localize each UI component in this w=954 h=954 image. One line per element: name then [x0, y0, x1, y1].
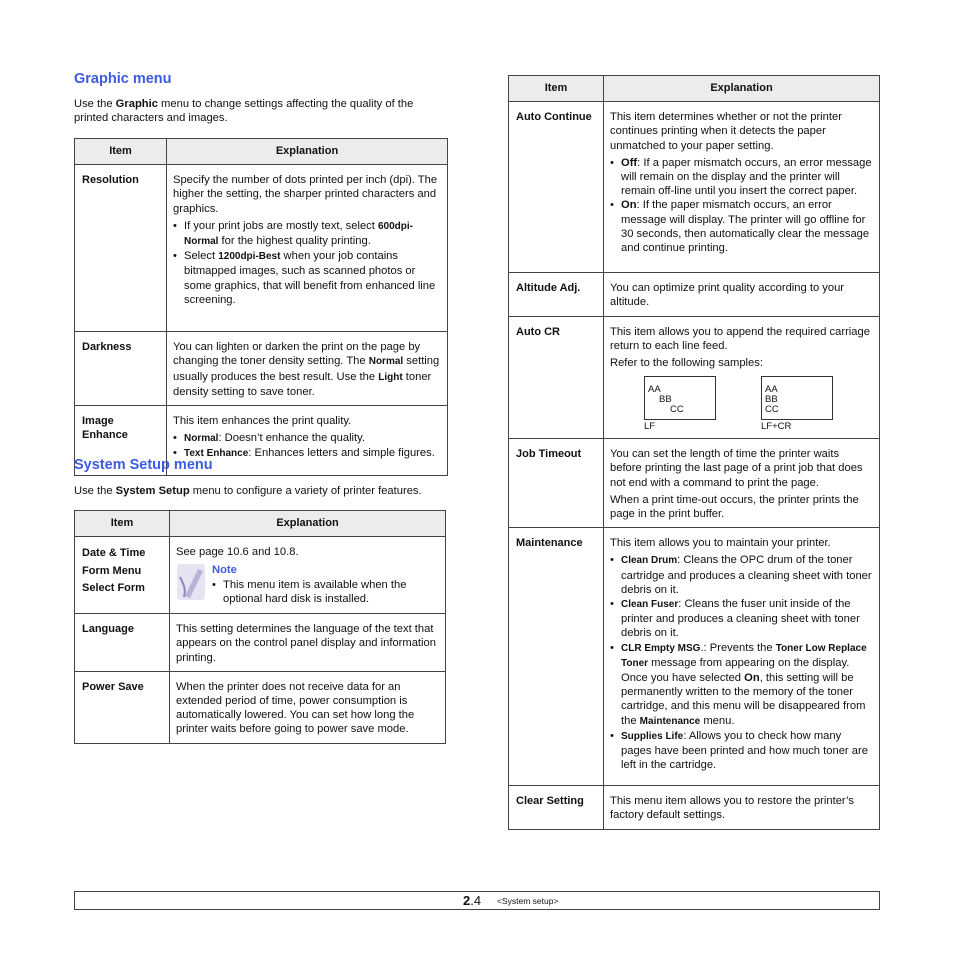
table-row-auto-cr: [509, 316, 880, 439]
exp-resolution: Specify the number of dots printed per inch (dpi). The higher the setting, the sharper printed characters and graphics. • If your print jobs are mostly text, select 600dpi-Normal for the highest quality printing. • Select 1200dpi-Best when your job contains bitmapped images, such as scanned photos or some graphics, that will benefit from enhanced line screening.: [167, 165, 448, 332]
col-item: Item: [75, 139, 167, 165]
table-header: [509, 76, 880, 102]
exp-darkness: You can lighten or darken the print on the page by changing the toner density setting. The Normal setting usually produces the best result. Use the Light toner density setting to save toner.: [167, 332, 448, 406]
table-row-language: [75, 614, 446, 672]
col-explanation: Explanation: [604, 76, 880, 102]
list-item: • CLR Empty MSG.: Prevents the Toner Low Replace Toner message from appearing on the display. Once you have selected On, this setting will be permanently written to the memory of the toner cartridge, and this menu will be disappeared from the Maintenance menu.: [610, 641, 873, 729]
list-item: • Normal: Doesn’t enhance the quality.: [173, 431, 441, 446]
sample-lfcr-box: AA BB CC: [761, 376, 833, 420]
table-row-power-save: [75, 671, 446, 743]
list-item: • If your print jobs are mostly text, select 600dpi-Normal for the highest quality printing.: [173, 219, 441, 249]
system-setup-table: [74, 510, 446, 744]
list-item: • On: If the paper mismatch occurs, an error message will display. The printer will go offline for 30 seconds, then automatically clear the message and continue printing.: [610, 198, 873, 255]
sample-lfcr-label: LF+CR: [761, 421, 792, 433]
item-date-time: Date & Time Form Menu Select Form: [75, 537, 170, 614]
system-setup-table-continued: [508, 75, 880, 830]
graphic-menu-heading: Graphic menu: [74, 71, 172, 87]
list-item: • Text Enhance: Enhances letters and simple figures.: [173, 446, 441, 461]
section-label: <System setup>: [497, 896, 559, 906]
item-maintenance: Maintenance: [509, 528, 604, 786]
exp-job-timeout: You can set the length of time the printer waits before printing the last page of a print job that does not end with a command to print the page. When a print time-out occurs, the printer prints the page in the print buffer.: [604, 439, 880, 528]
note-title: Note: [212, 564, 237, 577]
note-box: [176, 563, 439, 606]
item-auto-continue: Auto Continue: [509, 102, 604, 273]
item-auto-cr: Auto CR: [509, 316, 604, 439]
exp-maintenance: This item allows you to maintain your printer. • Clean Drum: Cleans the OPC drum of the toner cartridge and produces a cleaning sheet with toner debris on it. • Clean Fuser: Cleans the fuser unit inside of the printer and produces a cleaning sheet with toner debris on it. • CLR Empty MSG.: Prevents the Toner Low Replace Toner message from appearing on the display. Once you have selected On, this setting will be permanently written to the memory of the toner cartridge, and this menu will be disappeared from the Maintenance menu. • Supplies Life: Allows you to check how many pages have been printed and how much toner are left in the cartridge.: [604, 528, 880, 786]
graphic-intro: Use the Graphic menu to change settings affecting the quality of the printed characters and images.: [74, 98, 414, 124]
table-row-auto-continue: [509, 102, 880, 273]
table-row-maintenance: [509, 528, 880, 786]
table-row-resolution: [75, 165, 448, 332]
item-job-timeout: Job Timeout: [509, 439, 604, 528]
note-pencil-icon: [176, 563, 206, 601]
table-header: [75, 511, 446, 537]
list-item: • Supplies Life: Allows you to check how many pages have been printed and how much toner are left in the cartridge.: [610, 729, 873, 773]
col-item: Item: [509, 76, 604, 102]
system-intro: Use the System Setup menu to configure a variety of printer features.: [74, 485, 422, 497]
table-row-clear-setting: [509, 786, 880, 829]
system-setup-heading: System Setup menu: [74, 457, 213, 473]
sample-lf-label: LF: [644, 421, 656, 433]
table-row-date-time: [75, 537, 446, 614]
col-item: Item: [75, 511, 170, 537]
exp-power-save: When the printer does not receive data for an extended period of time, power consumption is automatically lowered. You can set how long the printer waits before going to power save mode.: [170, 671, 446, 743]
exp-altitude: You can optimize print quality according to your altitude.: [604, 273, 880, 316]
item-power-save: Power Save: [75, 671, 170, 743]
exp-auto-continue: This item determines whether or not the printer continues printing when it detects the paper unmatched to your paper setting. • Off: If a paper mismatch occurs, an error message will remain on the display and the printer will remain off-line until you insert the correct paper. • On: If the paper mismatch occurs, an error message will display. The printer will go offline for 30 seconds, then automatically clear the message and continue printing.: [604, 102, 880, 273]
col-explanation: Explanation: [167, 139, 448, 165]
table-row-altitude: [509, 273, 880, 316]
table-row-job-timeout: [509, 439, 880, 528]
item-resolution: Resolution: [75, 165, 167, 332]
exp-image-enhance: This item enhances the print quality. • Normal: Doesn’t enhance the quality. • Text Enhance: Enhances letters and simple figures.: [167, 406, 448, 476]
exp-language: This setting determines the language of the text that appears on the control panel display and information printing.: [170, 614, 446, 672]
page-footer: [74, 891, 880, 910]
list-item: • Clean Fuser: Cleans the fuser unit inside of the printer and produces a cleaning sheet with toner debris on it.: [610, 597, 873, 641]
item-altitude: Altitude Adj.: [509, 273, 604, 316]
list-item: • This menu item is available when the optional hard disk is installed.: [212, 578, 439, 606]
item-darkness: Darkness: [75, 332, 167, 406]
item-clear-setting: Clear Setting: [509, 786, 604, 829]
item-language: Language: [75, 614, 170, 672]
exp-auto-cr: This item allows you to append the required carriage return to each line feed. Refer to the following samples: AA BB CC LF AA BB CC LF+CR: [604, 316, 880, 439]
auto-cr-samples: [610, 374, 873, 432]
table-header: [75, 139, 448, 165]
item-image-enhance: Image Enhance: [75, 406, 167, 476]
graphic-table: [74, 138, 448, 476]
exp-clear-setting: This menu item allows you to restore the printer’s factory default settings.: [604, 786, 880, 829]
sample-lf-box: AA BB CC: [644, 376, 716, 420]
page-number: 2.4: [463, 893, 482, 908]
list-item: • Clean Drum: Cleans the OPC drum of the toner cartridge and produces a cleaning sheet with toner debris on it.: [610, 553, 873, 597]
list-item: • Off: If a paper mismatch occurs, an error message will remain on the display and the printer will remain off-line until you insert the correct paper.: [610, 156, 873, 199]
list-item: • Select 1200dpi-Best when your job contains bitmapped images, such as scanned photos or some graphics, that will benefit from enhanced line screening.: [173, 249, 441, 307]
table-row-darkness: [75, 332, 448, 406]
exp-date-time: See page 10.6 and 10.8. Note • This menu item is available when the optional hard disk is installed.: [170, 537, 446, 614]
col-explanation: Explanation: [170, 511, 446, 537]
